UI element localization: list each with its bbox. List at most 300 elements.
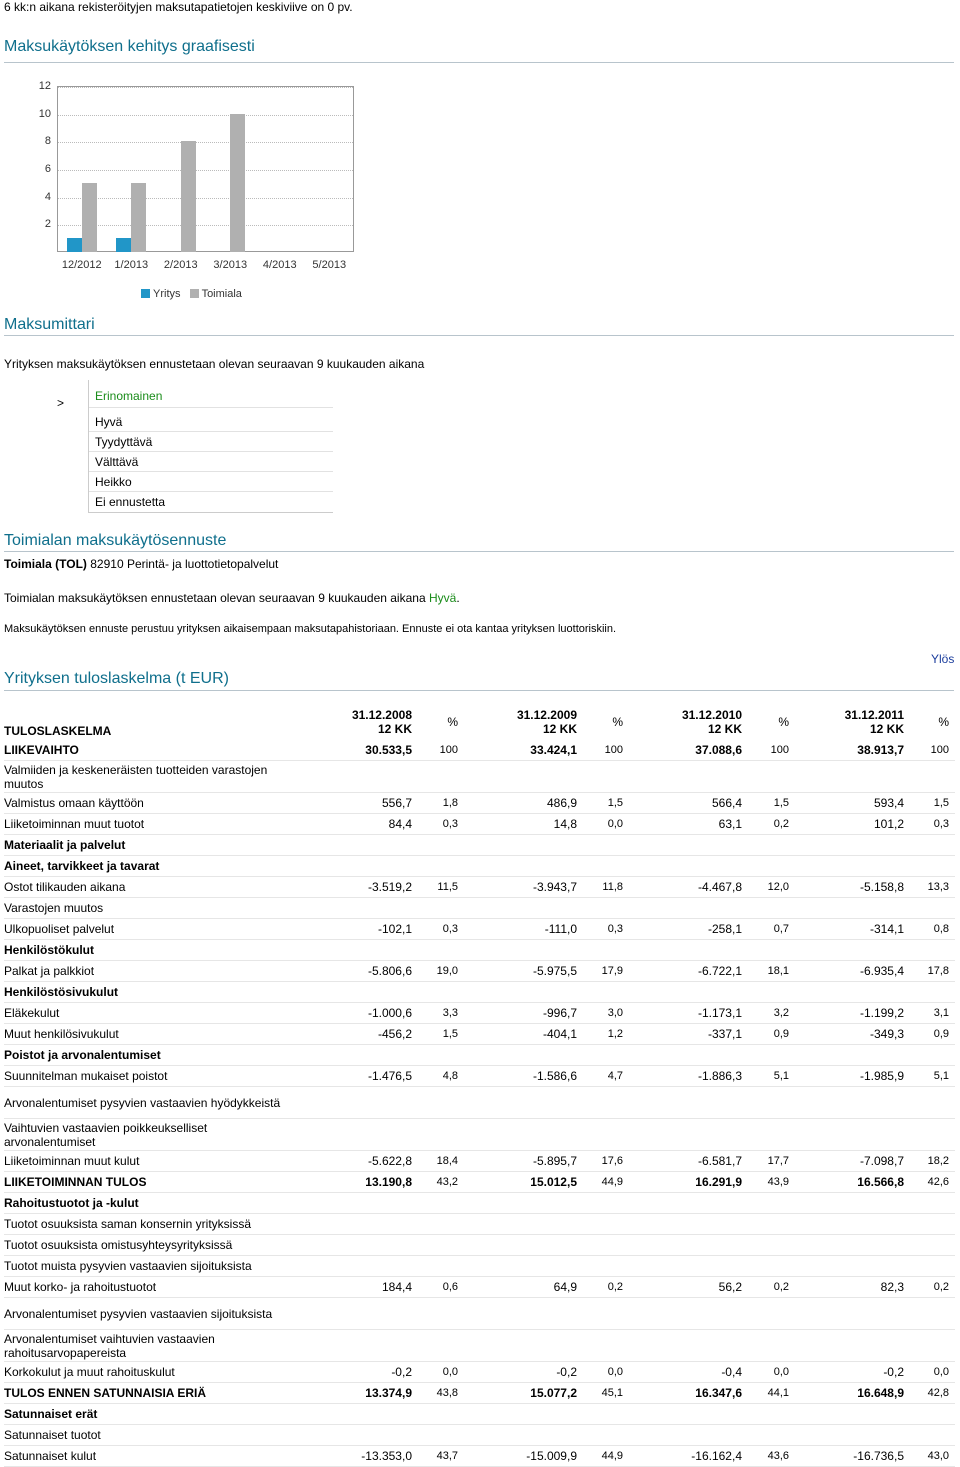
bar-toimiala	[230, 114, 245, 252]
value-cell	[464, 1425, 583, 1446]
legend-swatch-yritys	[141, 289, 150, 298]
percent-cell: 12,0	[748, 877, 795, 898]
percent-cell	[418, 898, 464, 919]
value-cell	[795, 1235, 910, 1256]
value-cell: -996,7	[464, 1003, 583, 1024]
row-label: Satunnaiset tuotot	[4, 1425, 300, 1446]
value-cell: 15.077,2	[464, 1383, 583, 1404]
table-row	[4, 814, 955, 835]
percent-cell: 43,7	[418, 1446, 464, 1467]
percent-cell	[418, 1330, 464, 1362]
row-label: Arvonalentumiset vaihtuvien vastaavien rahoitusarvopapereista	[4, 1330, 300, 1362]
col-header-pct: %	[778, 715, 789, 729]
row-label: LIIKETOIMINNAN TULOS	[4, 1172, 300, 1193]
industry-forecast	[4, 591, 460, 605]
percent-cell	[583, 1119, 629, 1151]
percent-cell: 43,9	[748, 1172, 795, 1193]
y-tick-label: 4	[44, 190, 51, 203]
up-link[interactable]: Ylös	[931, 652, 955, 666]
section-label: TULOSLASKELMA	[4, 724, 112, 738]
industry-forecast-text: Toimialan maksukäytöksen ennustetaan olevan seuraavan 9 kuukauden aikana	[4, 591, 426, 605]
percent-cell: 0,3	[910, 814, 955, 835]
chart-section-title: Maksukäytöksen kehitys graafisesti	[4, 38, 255, 55]
value-cell	[300, 1404, 418, 1425]
bar-toimiala	[131, 183, 146, 252]
value-cell	[464, 1235, 583, 1256]
percent-cell: 3,3	[418, 1003, 464, 1024]
value-cell	[464, 940, 583, 961]
percent-cell: 18,4	[418, 1151, 464, 1172]
row-label: Henkilöstösivukulut	[4, 982, 300, 1003]
percent-cell: 0,2	[910, 1277, 955, 1298]
y-tick-label: 2	[44, 218, 51, 231]
row-label: Ulkopuoliset palvelut	[4, 919, 300, 940]
percent-cell	[418, 1214, 464, 1235]
value-cell	[795, 1193, 910, 1214]
rating-divider	[89, 471, 333, 472]
value-cell: -0,2	[300, 1362, 418, 1383]
row-label: Satunnaiset erät	[4, 1404, 300, 1425]
table-row	[4, 877, 955, 898]
value-cell: -5.622,8	[300, 1151, 418, 1172]
value-cell: -16.736,5	[795, 1446, 910, 1467]
row-label: Korkokulut ja muut rahoituskulut	[4, 1362, 300, 1383]
value-cell	[300, 1330, 418, 1362]
industry-line	[4, 557, 278, 571]
rating-divider	[89, 451, 333, 452]
rating-divider	[89, 491, 333, 492]
value-cell	[464, 1298, 583, 1330]
percent-cell	[910, 1256, 955, 1277]
value-cell	[629, 761, 748, 793]
value-cell: -0,2	[464, 1362, 583, 1383]
percent-cell	[910, 856, 955, 877]
value-cell: -258,1	[629, 919, 748, 940]
value-cell	[795, 1256, 910, 1277]
percent-cell	[583, 1235, 629, 1256]
table-row	[4, 1193, 955, 1214]
value-cell: -0,2	[795, 1362, 910, 1383]
value-cell: -7.098,7	[795, 1151, 910, 1172]
value-cell	[464, 1330, 583, 1362]
value-cell: 184,4	[300, 1277, 418, 1298]
chart-legend	[141, 288, 242, 300]
rating-heikko: Heikko	[95, 475, 132, 489]
percent-cell	[418, 1404, 464, 1425]
value-cell: -1.173,1	[629, 1003, 748, 1024]
table-row	[4, 1119, 955, 1151]
table-row	[4, 1425, 955, 1446]
row-label: Liiketoiminnan muut kulut	[4, 1151, 300, 1172]
row-label: TULOS ENNEN SATUNNAISIA ERIÄ	[4, 1383, 300, 1404]
percent-cell	[910, 1298, 955, 1330]
x-tick-label: 4/2013	[262, 259, 297, 271]
percent-cell	[418, 1045, 464, 1066]
value-cell	[300, 1045, 418, 1066]
percent-cell	[748, 835, 795, 856]
percent-cell	[583, 1404, 629, 1425]
value-cell: -1.199,2	[795, 1003, 910, 1024]
percent-cell: 17,7	[748, 1151, 795, 1172]
legend-label-toimiala: Toimiala	[201, 288, 242, 300]
value-cell	[464, 1045, 583, 1066]
table-row	[4, 1045, 955, 1066]
section-divider	[4, 690, 954, 691]
table-row	[4, 1235, 955, 1256]
income-statement-table	[4, 704, 955, 1467]
row-label: Ostot tilikauden aikana	[4, 877, 300, 898]
percent-cell	[418, 982, 464, 1003]
percent-cell	[910, 898, 955, 919]
table-row	[4, 1151, 955, 1172]
table-row	[4, 793, 955, 814]
percent-cell	[748, 940, 795, 961]
gridline	[58, 198, 353, 199]
table-row	[4, 1383, 955, 1404]
percent-cell: 17,6	[583, 1151, 629, 1172]
value-cell	[629, 1256, 748, 1277]
value-cell	[300, 1193, 418, 1214]
col-header-2010	[629, 704, 748, 740]
percent-cell	[910, 1330, 955, 1362]
percent-cell: 0,6	[418, 1277, 464, 1298]
percent-cell	[583, 940, 629, 961]
value-cell: -3.943,7	[464, 877, 583, 898]
value-cell: -1.985,9	[795, 1066, 910, 1087]
rating-hyva: Hyvä	[95, 415, 123, 429]
percent-cell: 0,3	[418, 814, 464, 835]
percent-cell	[418, 1193, 464, 1214]
value-cell: 64,9	[464, 1277, 583, 1298]
value-cell: 556,7	[300, 793, 418, 814]
percent-cell	[748, 1404, 795, 1425]
value-cell: 15.012,5	[464, 1172, 583, 1193]
value-cell	[629, 982, 748, 1003]
value-cell	[300, 1214, 418, 1235]
percent-cell: 5,1	[910, 1066, 955, 1087]
percent-cell: 0,9	[910, 1024, 955, 1045]
percent-cell	[910, 940, 955, 961]
percent-cell	[748, 761, 795, 793]
percent-cell: 3,0	[583, 1003, 629, 1024]
percent-cell: 0,0	[910, 1362, 955, 1383]
value-cell: -3.519,2	[300, 877, 418, 898]
percent-cell	[748, 1256, 795, 1277]
value-cell: 13.190,8	[300, 1172, 418, 1193]
value-cell	[629, 940, 748, 961]
section-divider	[4, 335, 954, 336]
value-cell: 82,3	[795, 1277, 910, 1298]
percent-cell: 19,0	[418, 961, 464, 982]
percent-cell: 1,5	[748, 793, 795, 814]
percent-cell	[748, 1298, 795, 1330]
rating-divider	[89, 512, 333, 513]
value-cell	[795, 835, 910, 856]
col-date: 31.12.2009	[516, 708, 577, 722]
value-cell	[464, 835, 583, 856]
value-cell: -5.975,5	[464, 961, 583, 982]
value-cell	[464, 856, 583, 877]
col-date: 31.12.2011	[844, 708, 904, 722]
percent-cell	[418, 1087, 464, 1119]
value-cell	[464, 761, 583, 793]
percent-cell: 0,2	[583, 1277, 629, 1298]
value-cell	[795, 761, 910, 793]
col-period: 12 KK	[869, 722, 904, 736]
percent-cell	[583, 1193, 629, 1214]
value-cell	[629, 1404, 748, 1425]
value-cell	[629, 898, 748, 919]
percent-cell	[583, 835, 629, 856]
table-row	[4, 740, 955, 761]
percent-cell	[748, 1235, 795, 1256]
table-row	[4, 1277, 955, 1298]
col-period: 12 KK	[542, 722, 577, 736]
percent-cell	[583, 1256, 629, 1277]
y-tick-label: 10	[38, 107, 51, 120]
payment-delay-note: 6 kk:n aikana rekisteröityjen maksutapatietojen keskiviive on 0 pv.	[4, 0, 353, 14]
value-cell	[629, 1087, 748, 1119]
table-row	[4, 1298, 955, 1330]
value-cell: -349,3	[795, 1024, 910, 1045]
percent-cell: 43,6	[748, 1446, 795, 1467]
percent-cell	[910, 1425, 955, 1446]
percent-cell	[910, 835, 955, 856]
gridline	[58, 115, 353, 116]
x-tick-label: 5/2013	[312, 259, 347, 271]
percent-cell	[910, 1119, 955, 1151]
value-cell	[795, 856, 910, 877]
value-cell: 486,9	[464, 793, 583, 814]
percent-cell	[418, 1425, 464, 1446]
bar-yritys	[116, 238, 131, 252]
percent-cell	[748, 1193, 795, 1214]
value-cell	[795, 1214, 910, 1235]
percent-cell: 100	[910, 740, 955, 761]
percent-cell	[748, 1214, 795, 1235]
value-cell: -1.000,6	[300, 1003, 418, 1024]
rating-divider	[89, 407, 333, 408]
gridline	[58, 87, 353, 88]
percent-cell: 0,3	[418, 919, 464, 940]
value-cell: -5.806,6	[300, 961, 418, 982]
income-statement-title: Yrityksen tuloslaskelma (t EUR)	[4, 670, 229, 687]
chart-plot-area	[57, 86, 354, 252]
percent-cell	[418, 856, 464, 877]
percent-cell	[418, 1256, 464, 1277]
value-cell	[629, 1330, 748, 1362]
percent-cell	[583, 1425, 629, 1446]
percent-cell: 100	[748, 740, 795, 761]
percent-cell	[583, 1330, 629, 1362]
percent-cell	[418, 1119, 464, 1151]
value-cell	[629, 1193, 748, 1214]
value-cell	[300, 835, 418, 856]
percent-cell: 1,5	[583, 793, 629, 814]
row-label: Palkat ja palkkiot	[4, 961, 300, 982]
value-cell	[629, 1045, 748, 1066]
y-tick-label: 8	[44, 135, 51, 148]
row-label: Muut henkilösivukulut	[4, 1024, 300, 1045]
value-cell	[300, 898, 418, 919]
percent-cell: 0,3	[583, 919, 629, 940]
value-cell: 14,8	[464, 814, 583, 835]
value-cell: 101,2	[795, 814, 910, 835]
table-row	[4, 1087, 955, 1119]
value-cell: 16.291,9	[629, 1172, 748, 1193]
percent-cell	[748, 982, 795, 1003]
percent-cell: 0,2	[748, 1277, 795, 1298]
percent-cell	[418, 835, 464, 856]
rating-tyydyttava: Tyydyttävä	[95, 435, 153, 449]
table-row	[4, 856, 955, 877]
col-header-2008	[300, 704, 418, 740]
value-cell	[300, 1087, 418, 1119]
rating-divider	[89, 431, 333, 432]
percent-cell: 44,9	[583, 1172, 629, 1193]
value-cell: 16.347,6	[629, 1383, 748, 1404]
value-cell	[464, 1119, 583, 1151]
row-label: Tuotot muista pysyvien vastaavien sijoituksista	[4, 1256, 300, 1277]
value-cell: -456,2	[300, 1024, 418, 1045]
value-cell	[300, 761, 418, 793]
value-cell	[629, 1235, 748, 1256]
table-row	[4, 1003, 955, 1024]
row-label: Eläkekulut	[4, 1003, 300, 1024]
percent-cell	[748, 1045, 795, 1066]
percent-cell: 0,9	[748, 1024, 795, 1045]
percent-cell: 1,2	[583, 1024, 629, 1045]
col-header-pct: %	[612, 715, 623, 729]
row-label: Henkilöstökulut	[4, 940, 300, 961]
row-label: Liiketoiminnan muut tuotot	[4, 814, 300, 835]
table-row	[4, 761, 955, 793]
col-period: 12 KK	[707, 722, 742, 736]
percent-cell	[418, 1235, 464, 1256]
percent-cell	[583, 856, 629, 877]
rating-ei-ennustetta: Ei ennustetta	[95, 495, 166, 509]
value-cell: -5.158,8	[795, 877, 910, 898]
table-row	[4, 961, 955, 982]
value-cell	[629, 1425, 748, 1446]
value-cell	[300, 1119, 418, 1151]
row-label: Suunnitelman mukaiset poistot	[4, 1066, 300, 1087]
col-date: 31.12.2008	[351, 708, 412, 722]
table-row	[4, 1066, 955, 1087]
percent-cell: 4,7	[583, 1066, 629, 1087]
industry-title: Toimialan maksukäytösennuste	[4, 532, 227, 549]
value-cell	[300, 1235, 418, 1256]
row-label: LIIKEVAIHTO	[4, 740, 300, 761]
percent-cell	[910, 1193, 955, 1214]
percent-cell: 1,5	[910, 793, 955, 814]
percent-cell: 0,7	[748, 919, 795, 940]
value-cell	[795, 1404, 910, 1425]
value-cell	[629, 1214, 748, 1235]
col-header-pct: %	[938, 715, 949, 729]
value-cell	[300, 1256, 418, 1277]
table-row	[4, 1362, 955, 1383]
percent-cell: 44,9	[583, 1446, 629, 1467]
row-label: Vaihtuvien vastaavien poikkeukselliset arvonalentumiset	[4, 1119, 300, 1151]
percent-cell: 17,8	[910, 961, 955, 982]
value-cell	[629, 856, 748, 877]
percent-cell	[583, 982, 629, 1003]
section-divider	[4, 62, 954, 63]
value-cell	[795, 898, 910, 919]
value-cell	[300, 940, 418, 961]
percent-cell: 42,8	[910, 1383, 955, 1404]
percent-cell	[748, 1119, 795, 1151]
value-cell: -13.353,0	[300, 1446, 418, 1467]
x-tick-label: 12/2012	[61, 259, 102, 271]
percent-cell: 100	[583, 740, 629, 761]
percent-cell	[418, 1298, 464, 1330]
percent-cell: 3,1	[910, 1003, 955, 1024]
row-label: Arvonalentumiset pysyvien vastaavien hyödykkeistä	[4, 1087, 300, 1119]
gridline	[58, 170, 353, 171]
table-row	[4, 835, 955, 856]
table-row	[4, 1172, 955, 1193]
row-label: Tuotot osuuksista omistusyhteysyrityksissä	[4, 1235, 300, 1256]
value-cell	[795, 1087, 910, 1119]
value-cell	[464, 1193, 583, 1214]
bar-yritys	[67, 238, 82, 252]
percent-cell: 18,1	[748, 961, 795, 982]
percent-cell	[418, 940, 464, 961]
percent-cell: 5,1	[748, 1066, 795, 1087]
percent-cell: 45,1	[583, 1383, 629, 1404]
percent-cell: 17,9	[583, 961, 629, 982]
row-label: Satunnaiset kulut	[4, 1446, 300, 1467]
col-header-pct: %	[447, 715, 458, 729]
forecast-text: Yrityksen maksukäytöksen ennustetaan olevan seuraavan 9 kuukauden aikana	[4, 357, 425, 371]
value-cell	[629, 835, 748, 856]
table-row	[4, 940, 955, 961]
value-cell: -404,1	[464, 1024, 583, 1045]
forecast-disclaimer: Maksukäytöksen ennuste perustuu yrityksen aikaisempaan maksutapahistoriaan. Ennuste ei ota kantaa yrityksen luottoriskiin.	[4, 623, 617, 635]
percent-cell: 13,3	[910, 877, 955, 898]
gridline	[58, 225, 353, 226]
percent-cell: 4,8	[418, 1066, 464, 1087]
value-cell: -4.467,8	[629, 877, 748, 898]
percent-cell	[583, 1087, 629, 1119]
value-cell	[300, 1298, 418, 1330]
percent-cell	[910, 1087, 955, 1119]
value-cell: 16.648,9	[795, 1383, 910, 1404]
rating-erinomainen: Erinomainen	[95, 389, 163, 403]
row-label: Materiaalit ja palvelut	[4, 835, 300, 856]
row-label: Arvonalentumiset pysyvien vastaavien sijoituksista	[4, 1298, 300, 1330]
value-cell	[464, 1087, 583, 1119]
value-cell	[795, 1425, 910, 1446]
percent-cell: 0,8	[910, 919, 955, 940]
industry-value: 82910 Perintä- ja luottotietopalvelut	[90, 557, 279, 571]
percent-cell: 0,0	[418, 1362, 464, 1383]
value-cell: 13.374,9	[300, 1383, 418, 1404]
col-date: 31.12.2010	[681, 708, 742, 722]
value-cell: 84,4	[300, 814, 418, 835]
table-row	[4, 1446, 955, 1467]
percent-cell	[910, 1235, 955, 1256]
percent-cell	[910, 1214, 955, 1235]
percent-cell	[583, 1045, 629, 1066]
col-period: 12 KK	[377, 722, 412, 736]
section-divider	[4, 551, 954, 552]
y-tick-label: 12	[38, 80, 51, 92]
percent-cell: 0,0	[748, 1362, 795, 1383]
value-cell: 33.424,1	[464, 740, 583, 761]
